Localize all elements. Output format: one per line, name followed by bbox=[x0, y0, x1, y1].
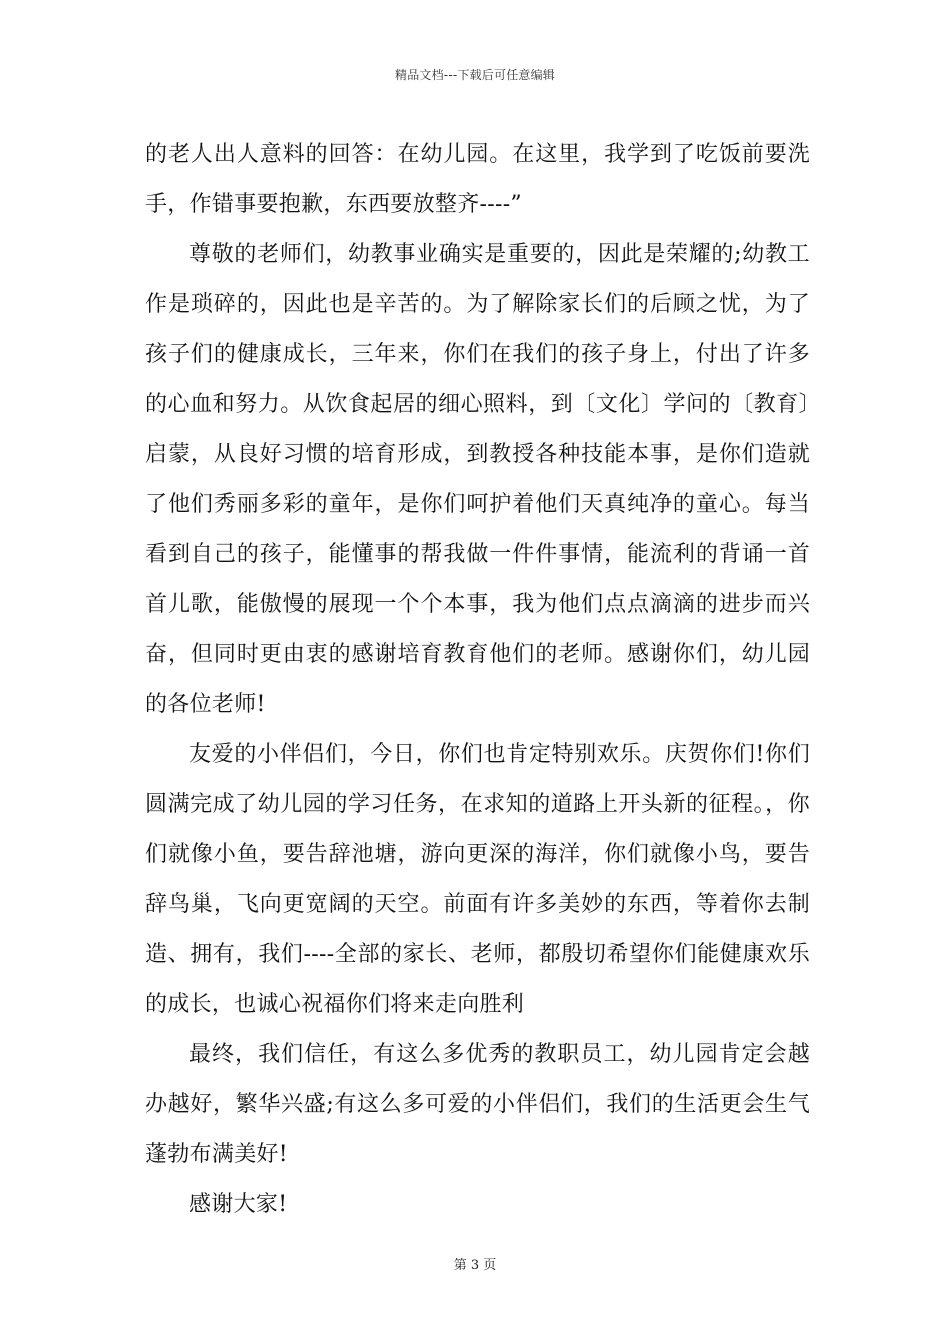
paragraph-1: 的老人出人意料的回答：在幼儿园。在这里，我学到了吃饭前要洗手，作错事要抱歉，东西要放整齐----” bbox=[145, 142, 810, 217]
paragraph-5: 感谢大家! bbox=[189, 1192, 288, 1217]
paragraph-2: 尊敬的老师们，幼教事业确实是重要的，因此是荣耀的;幼教工作是琐碎的，因此也是辛苦的。为了解除家长们的后顾之忧，为了孩子们的健康成长，三年来，你们在我们的孩子身上，付出了许多的心血和努力。从饮食起居的细心照料，到〔文化〕学问的〔教育〕启蒙，从良好习惯的培育形成，到教授各种技能本事，是你们造就了他们秀丽多彩的童年，是你们呵护着他们天真纯净的童心。每当看到自己的孩子，能懂事的帮我做一件件事情，能流利的背诵一首首儿歌，能傲慢的展现一个个本事，我为他们点点滴滴的进步而兴奋，但同时更由衷的感谢培育教育他们的老师。感谢你们，幼儿园的各位老师! bbox=[145, 242, 810, 717]
page-number: 第 3 页 bbox=[453, 1258, 497, 1273]
document-body bbox=[145, 130, 810, 1230]
paragraph-3: 友爱的小伴侣们，今日，你们也肯定特别欢乐。庆贺你们!你们圆满完成了幼儿园的学习任务，在求知的道路上开头新的征程。，你们就像小鱼，要告辞池塘，游向更深的海洋，你们就像小鸟，要告辞鸟巢，飞向更宽阔的天空。前面有许多美妙的东西，等着你去制造、拥有，我们----全部的家长、老师，都殷切希望你们能健康欢乐的成长，也诚心祝福你们将来走向胜利 bbox=[145, 742, 810, 1017]
page-header: 精品文档---下载后可任意编辑 bbox=[395, 68, 555, 82]
paragraph-4: 最终，我们信任，有这么多优秀的教职员工，幼儿园肯定会越办越好，繁华兴盛;有这么多可爱的小伴侣们，我们的生活更会生气蓬勃布满美好! bbox=[145, 1042, 810, 1167]
